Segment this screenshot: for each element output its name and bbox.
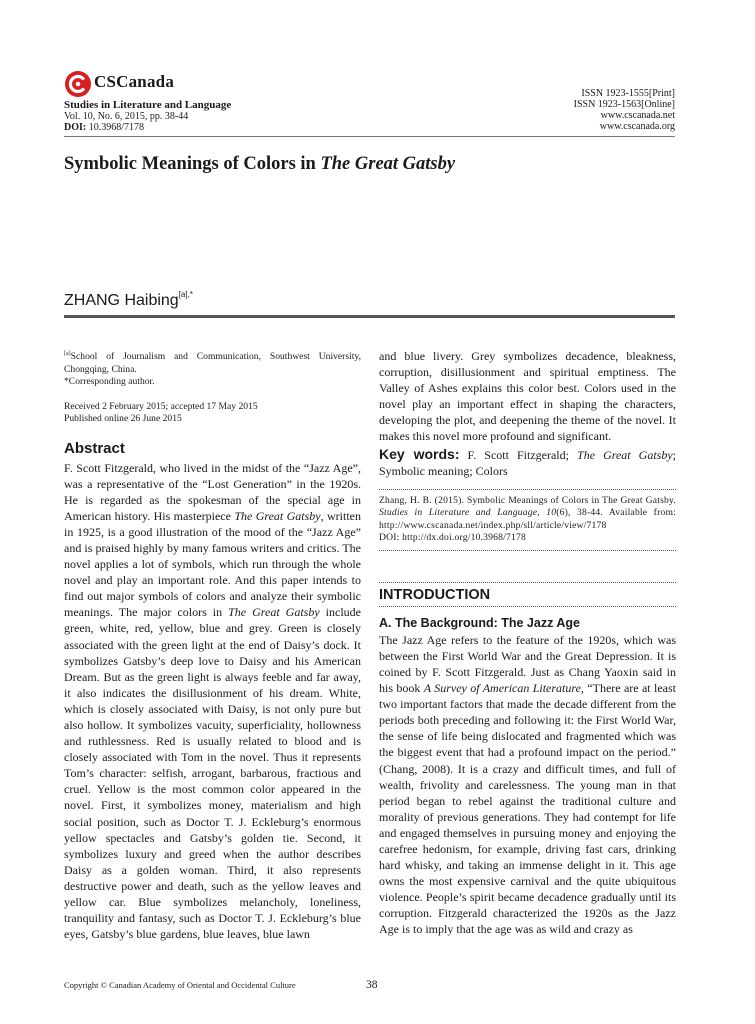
citation-doi[interactable]: DOI: http://dx.doi.org/10.3968/7178 xyxy=(379,532,526,544)
abstract-text-2: , written in 1925, is a good illustration of the mood of the “Jazz Age” and is praised highly by many famous writers and critics. The novel applies a lot of symbols, which run through the whole novel and play an important role. And this paper intends to find out major symbols of colors and analyze their symbolic meanings. The major colors in xyxy=(64,508,361,620)
affiliation xyxy=(64,348,361,389)
intro-italic: A Survey of American Literature, xyxy=(423,681,584,696)
section-subheading: A. The Background: The Jazz Age xyxy=(379,615,580,630)
citation-italic: Studies in Literature and Language, 10 xyxy=(379,507,557,519)
abstract-italic-1: The Great Gatsby xyxy=(234,508,321,523)
intro-top-rule xyxy=(379,582,676,583)
volume-info: Vol. 10, No. 6, 2015, pp. 38-44 xyxy=(64,111,189,122)
published-date: Published online 26 June 2015 xyxy=(64,413,182,424)
site-net[interactable]: www.cscanada.net xyxy=(600,110,675,121)
right-column xyxy=(379,348,676,938)
keywords-italic: The Great Gatsby xyxy=(577,447,673,462)
issn-print: ISSN 1923-1555[Print] xyxy=(581,88,675,99)
author-divider xyxy=(64,315,675,318)
author xyxy=(64,290,193,310)
article-title xyxy=(64,154,455,175)
intro-text-2: “There are at least two important factors that made the decade different from the periods both preceding and following it: the First World War, the sense of life being dislocated and fragmented which was the biggest event that had a profound impact on the period.” (Chang, 2008). It is a crazy and difficult times, and full of wealth, frivolity and carelessness. The young man in that period began to rebel against the traditional culture and morality of previous generations. They had contempt for life and engaged themselves in pursuing money and enjoying the carefree hedonism, for example, driving fast cars, drinking hard whisky, and taking an immense delight in it. This age owns the most expensive carnival and the quite ubiquitous violence. People’s spirit became decadence gradually until its corruption. Fitzgerald characterized the 1920s as the Jazz Age is to imply that the age was as wild and crazy as xyxy=(379,681,676,937)
introduction-heading: INTRODUCTION xyxy=(379,586,491,603)
journal-info xyxy=(64,100,231,133)
brand-name: CSCanada xyxy=(94,72,175,91)
doi-line xyxy=(64,122,231,133)
journal-name: Studies in Literature and Language xyxy=(64,99,232,111)
issn-info xyxy=(574,88,675,132)
citation-block xyxy=(379,495,676,545)
publisher-logo xyxy=(64,70,264,100)
citation-top-rule xyxy=(379,489,676,490)
page-number: 38 xyxy=(366,979,378,991)
cscanada-logo-icon xyxy=(64,70,92,98)
doi-value: 10.3968/7178 xyxy=(88,122,145,133)
doi-label: DOI: xyxy=(64,122,87,133)
abstract-body xyxy=(64,460,361,943)
issn-online: ISSN 1923-1563[Online] xyxy=(573,99,675,110)
received-date: Received 2 February 2015; accepted 17 May 2015 xyxy=(64,400,258,412)
keywords-text-1: F. Scott Fitzgerald; xyxy=(459,447,578,462)
abstract-heading: Abstract xyxy=(64,439,125,457)
citation-text-2[interactable]: (6), 38-44. Available from: http://www.cscanada.net/index.php/sll/article/view/7178 xyxy=(379,507,676,531)
site-org[interactable]: www.cscanada.org xyxy=(599,121,675,132)
author-name: ZHANG Haibing xyxy=(64,292,179,309)
introduction-body xyxy=(379,632,676,938)
header-divider xyxy=(64,136,675,137)
keywords-heading: Key words: xyxy=(379,445,460,462)
keywords xyxy=(379,446,676,479)
intro-bottom-rule xyxy=(379,606,676,607)
left-column xyxy=(64,348,361,942)
affil-text: School of Journalism and Communication, Southwest University, Chongqing, China. xyxy=(64,351,361,375)
author-affil-marker: [a],* xyxy=(178,290,193,299)
affil-marker: [a] xyxy=(64,351,71,357)
abstract-italic-2: The Great Gatsby xyxy=(228,605,320,620)
abstract-text-3: include green, white, red, yellow, blue and grey. Green is closely associated with the green light at the end of Daisy’s dock. It symbolizes Gatsby’s deep love to Daisy and his American Dream. But as the green light is always feeble and far away, it also indicates the disillusionment of his dream. White, which is closely associated with Daisy, is not only pure but also hollow. It symbolizes vacuity, superficiality, hollowness and ruthlessness. Red is usually related to blood and is closely associated with Tom in the novel. Thus it represents Tom’s character: selfish, arrogant, barbarous, fractious and cruel. Yellow is the most common color appeared in the novel. First, it symbolizes money, materialism and high social position, such as Doctor T. J. Eckleburg’s enormous yellow spectacles and Gatsby’s golden tie. Second, it symbolizes luxury and greed when the author describes Daisy as a golden woman. Third, it also represents destructive power and death, such as the yellow leaves and yellow car. Blue symbolizes melancholy, loneliness, tranquility and fantasy, such as Doctor T. J. Eckleburg’s blue eyes, Gatsby’s blue gardens, blue leaves, blue lawn xyxy=(64,605,361,942)
keywords-text-2: ; Symbolic meaning; Colors xyxy=(379,447,676,478)
intro-text-1: The Jazz Age refers to the feature of the 1920s, which was between the First World War and the Great Depression. It is coined by F. Scott Fitzgerald. Just as Chang Yaoxin said in his book xyxy=(379,632,676,696)
dates xyxy=(64,401,361,426)
title-italic: The Great Gatsby xyxy=(320,154,456,174)
title-text: Symbolic Meanings of Colors in xyxy=(64,154,321,174)
citation-text-1: Zhang, H. B. (2015). Symbolic Meanings of Colors in The Great Gatsby. xyxy=(379,494,676,506)
abstract-text-1: F. Scott Fitzgerald, who lived in the midst of the “Jazz Age”, was a representative of the “Lost Generation” in the 1920s. He is regarded as the spokesman of the special age in American history. His masterpiece xyxy=(64,460,361,523)
footer-copyright: Copyright © Canadian Academy of Oriental and Occidental Culture xyxy=(64,980,296,990)
citation-bottom-rule xyxy=(379,550,676,551)
corresponding-note: *Corresponding author. xyxy=(64,376,155,387)
abstract-continued: and blue livery. Grey symbolizes decadence, bleakness, corruption, disillusionment and spiritual emptiness. The Valley of Ashes explains this color best. Colors used in the novel play an important effect in shaping the characters, developing the plot, and deepening the theme of the novel. It makes this novel more profound and significant. xyxy=(379,349,676,444)
